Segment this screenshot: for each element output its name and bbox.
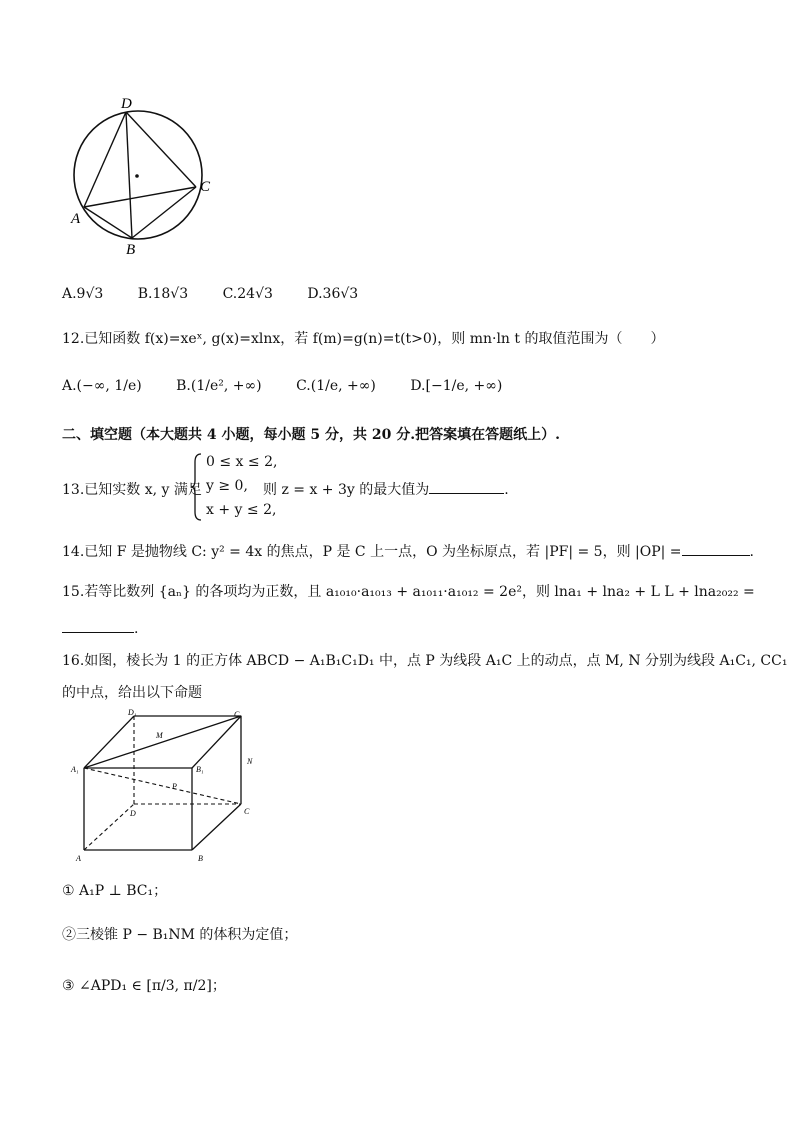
q16-line1: 16.如图，棱长为 1 的正方体 ABCD − A₁B₁C₁D₁ 中，点 P 为线段 A₁C 上的动点，点 M, N 分别为线段 A₁C₁, CC₁	[62, 653, 788, 669]
q14-answer-blank[interactable]	[682, 555, 750, 556]
segment-db	[126, 112, 132, 238]
section-heading: 二、填空题（本大题共 4 小题，每小题 5 分，共 20 分.把答案填在答题纸上）.	[62, 427, 560, 443]
cube-label-a1: A₁	[71, 765, 79, 774]
q13-brace	[191, 452, 203, 522]
q12-option-b[interactable]: B.(1/e², +∞)	[176, 378, 262, 394]
segment-ab	[84, 207, 132, 238]
diagonal-a1-c1	[84, 716, 241, 768]
edge-b-c	[192, 804, 241, 850]
q14-line: 14.已知 F 是抛物线 C: y² = 4x 的焦点，P 是 C 上一点，O 为坐标原点，若 |PF| = 5，则 |OP| = .	[62, 544, 754, 560]
q11-options	[62, 286, 388, 302]
q15-answer-line: .	[62, 618, 138, 637]
cube-label-c: C	[244, 807, 250, 816]
cube-figure	[68, 706, 268, 868]
q15-text: 15.若等比数列 {aₙ} 的各项均为正数，且 a₁₀₁₀·a₁₀₁₃ + a₁₀₁₁·a₁₀₁₂ = 2e²，则 lna₁ + lna₂ + L L + lna₂₀₂₂ =	[62, 584, 755, 600]
label-d: D	[121, 96, 132, 112]
q13-constraint-3: x + y ≤ 2,	[206, 502, 277, 518]
segment-bc	[132, 187, 196, 238]
cube-label-a: A	[76, 854, 81, 863]
segment-da	[84, 112, 126, 207]
q13-suffix-line: 则 z = x + 3y 的最大值为 .	[263, 482, 509, 498]
cube-label-b: B	[198, 854, 203, 863]
q12-option-c[interactable]: C.(1/e, +∞)	[296, 378, 376, 394]
q13-constraint-1: 0 ≤ x ≤ 2,	[206, 454, 278, 470]
q16-line2: 的中点，给出以下命题	[62, 685, 202, 701]
q13-suffix: 则 z = x + 3y 的最大值为	[263, 482, 430, 498]
cube-label-m: M	[156, 731, 163, 740]
cube-label-c1: C₁	[234, 710, 243, 719]
q13-answer-blank[interactable]	[429, 493, 504, 494]
proposition-1: ① A₁P ⊥ BC₁；	[62, 883, 168, 899]
proposition-3: ③ ∠APD₁ ∈ [π/3, π/2]；	[62, 978, 226, 994]
center-dot	[135, 174, 139, 178]
q15-answer-blank[interactable]	[62, 618, 134, 633]
cube-label-p: P	[172, 782, 177, 791]
q12-options	[62, 378, 532, 394]
q13-prefix: 13.已知实数 x, y 满足	[62, 482, 202, 498]
edge-a-d	[84, 804, 134, 850]
q11-option-d[interactable]: D.36√3	[307, 286, 359, 302]
label-b: B	[126, 242, 136, 258]
label-a: A	[71, 211, 81, 227]
q11-option-b[interactable]: B.18√3	[137, 286, 189, 302]
circle-figure	[60, 90, 230, 260]
q11-option-c[interactable]: C.24√3	[222, 286, 273, 302]
proposition-2: ②三棱锥 P − B₁NM 的体积为定值；	[62, 927, 298, 943]
segment-ac	[84, 187, 196, 207]
diagonal-a1-c	[84, 768, 241, 804]
segment-p-a	[84, 790, 176, 850]
q13-constraint-2: y ≥ 0,	[206, 478, 248, 494]
label-c: C	[200, 179, 211, 195]
q12-stem: 12.已知函数 f(x)=xeˣ, g(x)=xlnx，若 f(m)=g(n)=t(t>0)，则 mn·ln t 的取值范围为（ ）	[62, 331, 665, 347]
q11-option-a[interactable]: A.9√3	[62, 286, 104, 302]
cube-label-d1: D₁	[128, 708, 137, 717]
q12-option-a[interactable]: A.(−∞, 1/e)	[62, 378, 142, 394]
q14-text: 14.已知 F 是抛物线 C: y² = 4x 的焦点，P 是 C 上一点，O 为坐标原点，若 |PF| = 5，则 |OP| =	[62, 544, 682, 560]
q12-option-d[interactable]: D.[−1/e, +∞)	[410, 378, 503, 394]
cube-label-d: D	[130, 809, 136, 818]
cube-label-b1: B₁	[196, 765, 204, 774]
cube-label-n: N	[247, 757, 253, 766]
